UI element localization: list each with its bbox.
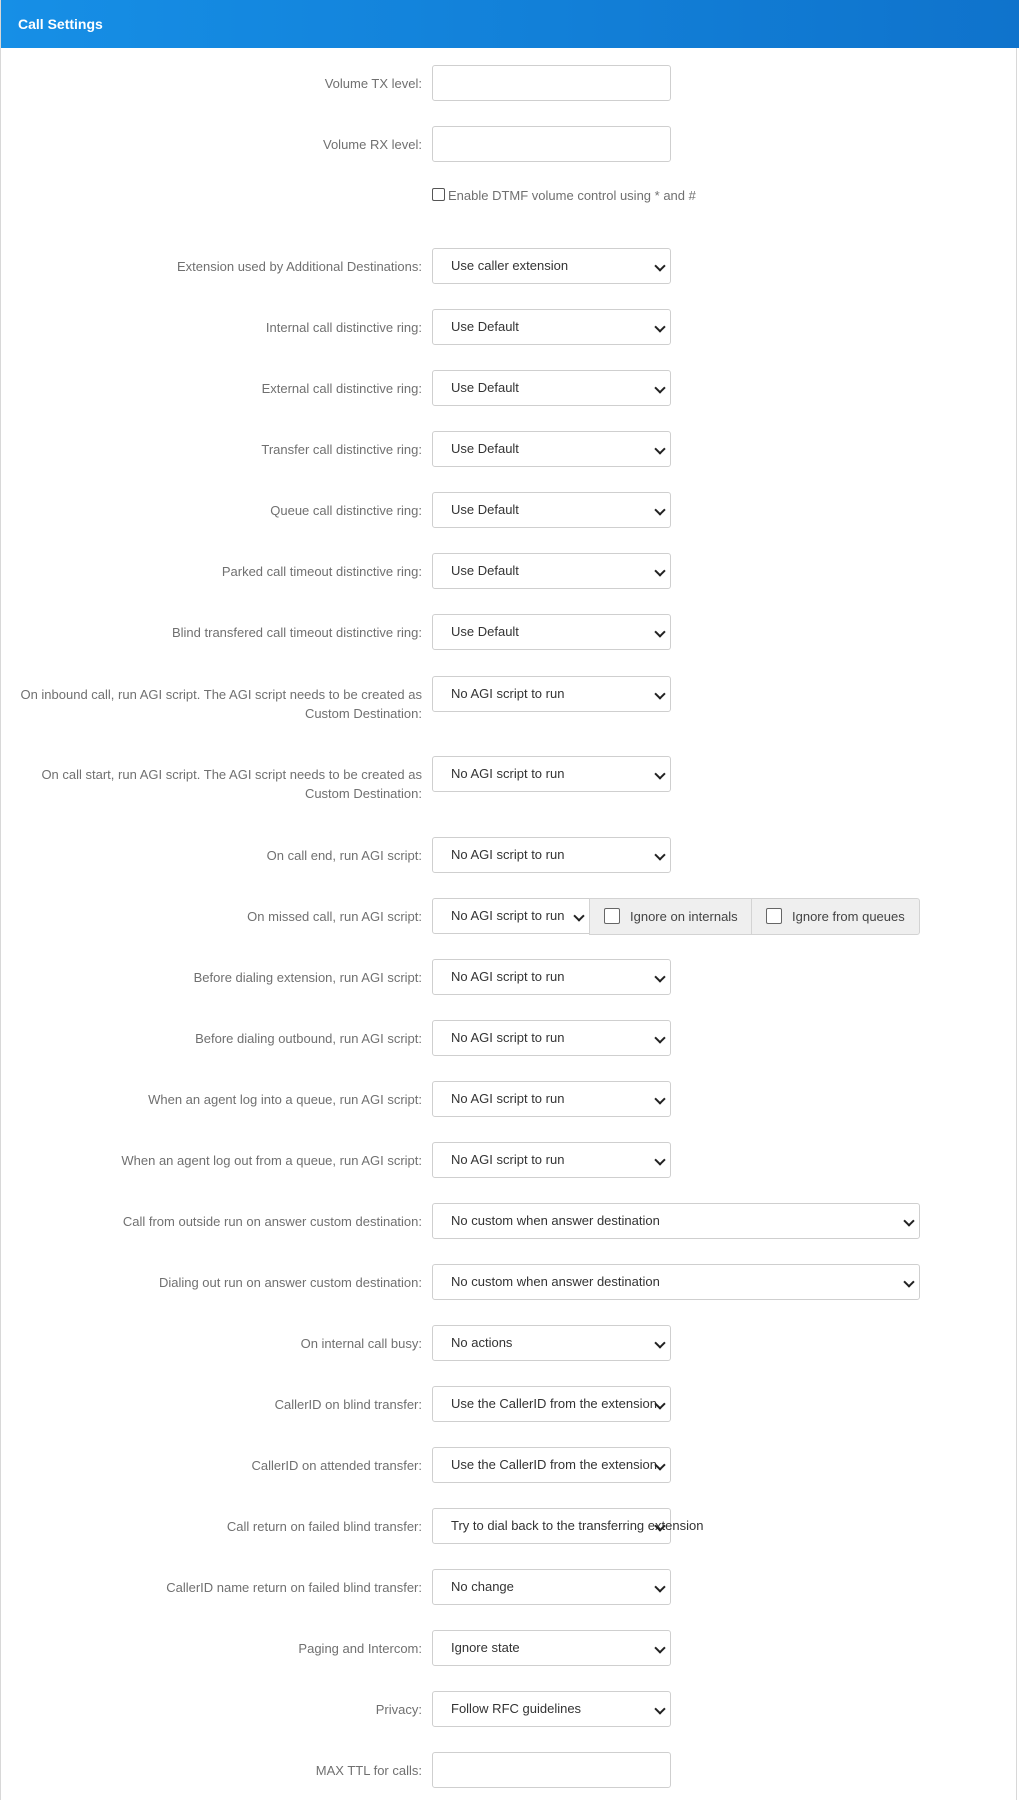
outside-answer-select[interactable] — [432, 1203, 920, 1239]
return-failed-label: Call return on failed blind transfer: — [226, 1519, 422, 1534]
agent-login-agi-select[interactable] — [432, 1081, 671, 1117]
dialout-answer-label: Dialing out run on answer custom destination: — [158, 1275, 422, 1290]
before-out-agi-value: No AGI script to run — [451, 1030, 565, 1045]
ignore-internals-toggle[interactable] — [589, 898, 752, 935]
queue-ring-label: Queue call distinctive ring: — [270, 503, 422, 518]
volume-rx-label: Volume RX level: — [323, 137, 422, 152]
chevron-down-icon — [654, 1032, 665, 1043]
internal-ring-select[interactable] — [432, 309, 671, 345]
external-ring-label: External call distinctive ring: — [261, 381, 422, 396]
ignore-internals-checkbox[interactable] — [604, 908, 620, 924]
chevron-down-icon — [903, 1276, 914, 1287]
internal-busy-label: On internal call busy: — [300, 1336, 422, 1351]
internal-ring-label: Internal call distinctive ring: — [265, 320, 422, 335]
return-failed-value: Try to dial back to the transferring extension — [451, 1518, 704, 1533]
privacy-select[interactable] — [432, 1691, 671, 1727]
outside-answer-value: No custom when answer destination — [451, 1213, 660, 1228]
chevron-down-icon — [654, 688, 665, 699]
callend-agi-value: No AGI script to run — [451, 847, 565, 862]
max-ttl-label: MAX TTL for calls: — [315, 1763, 422, 1778]
dialout-answer-value: No custom when answer destination — [451, 1274, 660, 1289]
ignore-queues-checkbox[interactable] — [766, 908, 782, 924]
before-ext-agi-value: No AGI script to run — [451, 969, 565, 984]
panel-title: Call Settings — [1, 0, 1019, 48]
cid-name-return-select[interactable] — [432, 1569, 671, 1605]
inbound-agi-label-line2: Custom Destination: — [304, 706, 422, 721]
missed-agi-value: No AGI script to run — [451, 908, 565, 923]
ignore-internals-label: Ignore on internals — [630, 909, 738, 924]
paging-label: Paging and Intercom: — [298, 1641, 422, 1656]
parked-ring-select[interactable] — [432, 553, 671, 589]
parked-ring-value: Use Default — [451, 563, 519, 578]
cid-name-return-value: No change — [451, 1579, 514, 1594]
transfer-ring-select[interactable] — [432, 431, 671, 467]
before-out-agi-label: Before dialing outbound, run AGI script: — [195, 1031, 422, 1046]
agent-logout-agi-value: No AGI script to run — [451, 1152, 565, 1167]
privacy-value: Follow RFC guidelines — [451, 1701, 582, 1716]
cid-blind-value: Use the CallerID from the extension — [451, 1396, 657, 1411]
before-ext-agi-select[interactable] — [432, 959, 671, 995]
inbound-agi-label-line1: On inbound call, run AGI script. The AGI script needs to be created as — [20, 687, 422, 702]
dialout-answer-select[interactable] — [432, 1264, 920, 1300]
agent-logout-agi-label: When an agent log out from a queue, run AGI script: — [121, 1153, 422, 1168]
chevron-down-icon — [654, 565, 665, 576]
dtmf-volume-checkbox[interactable] — [432, 188, 445, 201]
ext-additional-label: Extension used by Additional Destinations: — [177, 259, 422, 274]
external-ring-value: Use Default — [451, 380, 519, 395]
before-out-agi-select[interactable] — [432, 1020, 671, 1056]
agent-logout-agi-select[interactable] — [432, 1142, 671, 1178]
dtmf-volume-label: Enable DTMF volume control using * and # — [448, 188, 696, 203]
chevron-down-icon — [654, 260, 665, 271]
cid-blind-select[interactable] — [432, 1386, 671, 1422]
chevron-down-icon — [654, 504, 665, 515]
privacy-label: Privacy: — [375, 1702, 422, 1717]
transfer-ring-label: Transfer call distinctive ring: — [261, 442, 422, 457]
callend-agi-select[interactable] — [432, 837, 671, 873]
blind-ring-select[interactable] — [432, 614, 671, 650]
cid-blind-label: CallerID on blind transfer: — [274, 1397, 422, 1412]
chevron-down-icon — [654, 768, 665, 779]
chevron-down-icon — [654, 321, 665, 332]
blind-ring-label: Blind transfered call timeout distinctive ring: — [171, 625, 422, 640]
chevron-down-icon — [903, 1215, 914, 1226]
chevron-down-icon — [654, 382, 665, 393]
cid-attended-value: Use the CallerID from the extension — [451, 1457, 657, 1472]
callstart-agi-label-line2: Custom Destination: — [304, 786, 422, 801]
chevron-down-icon — [654, 1703, 665, 1714]
parked-ring-label: Parked call timeout distinctive ring: — [221, 564, 422, 579]
cid-name-return-label: CallerID name return on failed blind transfer: — [166, 1580, 422, 1595]
callstart-agi-label — [1, 765, 422, 803]
callstart-agi-value: No AGI script to run — [451, 766, 565, 781]
inbound-agi-value: No AGI script to run — [451, 686, 565, 701]
internal-busy-select[interactable] — [432, 1325, 671, 1361]
chevron-down-icon — [654, 1337, 665, 1348]
callstart-agi-select[interactable] — [432, 756, 671, 792]
volume-rx-input[interactable] — [432, 126, 671, 162]
chevron-down-icon — [654, 443, 665, 454]
before-ext-agi-label: Before dialing extension, run AGI script: — [193, 970, 422, 985]
queue-ring-select[interactable] — [432, 492, 671, 528]
internal-busy-value: No actions — [451, 1335, 513, 1350]
chevron-down-icon — [654, 1642, 665, 1653]
dtmf-volume-row — [432, 186, 696, 206]
inbound-agi-select[interactable] — [432, 676, 671, 712]
chevron-down-icon — [654, 1581, 665, 1592]
cid-attended-select[interactable] — [432, 1447, 671, 1483]
external-ring-select[interactable] — [432, 370, 671, 406]
paging-select[interactable] — [432, 1630, 671, 1666]
ignore-queues-toggle[interactable] — [751, 898, 920, 935]
chevron-down-icon — [654, 971, 665, 982]
missed-agi-label: On missed call, run AGI script: — [247, 909, 422, 924]
chevron-down-icon — [654, 1093, 665, 1104]
chevron-down-icon — [654, 626, 665, 637]
chevron-down-icon — [654, 849, 665, 860]
max-ttl-input[interactable] — [432, 1752, 671, 1788]
blind-ring-value: Use Default — [451, 624, 519, 639]
volume-tx-input[interactable] — [432, 65, 671, 101]
cid-attended-label: CallerID on attended transfer: — [251, 1458, 422, 1473]
agent-login-agi-value: No AGI script to run — [451, 1091, 565, 1106]
queue-ring-value: Use Default — [451, 502, 519, 517]
inbound-agi-label — [1, 685, 422, 723]
callend-agi-label: On call end, run AGI script: — [266, 848, 422, 863]
internal-ring-value: Use Default — [451, 319, 519, 334]
return-failed-select[interactable] — [432, 1508, 704, 1544]
outside-answer-label: Call from outside run on answer custom destination: — [122, 1214, 422, 1229]
volume-tx-label: Volume TX level: — [324, 76, 422, 91]
ext-additional-value: Use caller extension — [451, 258, 569, 273]
agent-login-agi-label: When an agent log into a queue, run AGI script: — [148, 1092, 422, 1107]
chevron-down-icon — [573, 910, 584, 921]
paging-value: Ignore state — [451, 1640, 520, 1655]
missed-agi-select[interactable] — [432, 898, 590, 934]
ext-additional-select[interactable] — [432, 248, 671, 284]
callstart-agi-label-line1: On call start, run AGI script. The AGI script needs to be created as — [41, 767, 422, 782]
transfer-ring-value: Use Default — [451, 441, 519, 456]
chevron-down-icon — [654, 1154, 665, 1165]
ignore-queues-label: Ignore from queues — [792, 909, 905, 924]
